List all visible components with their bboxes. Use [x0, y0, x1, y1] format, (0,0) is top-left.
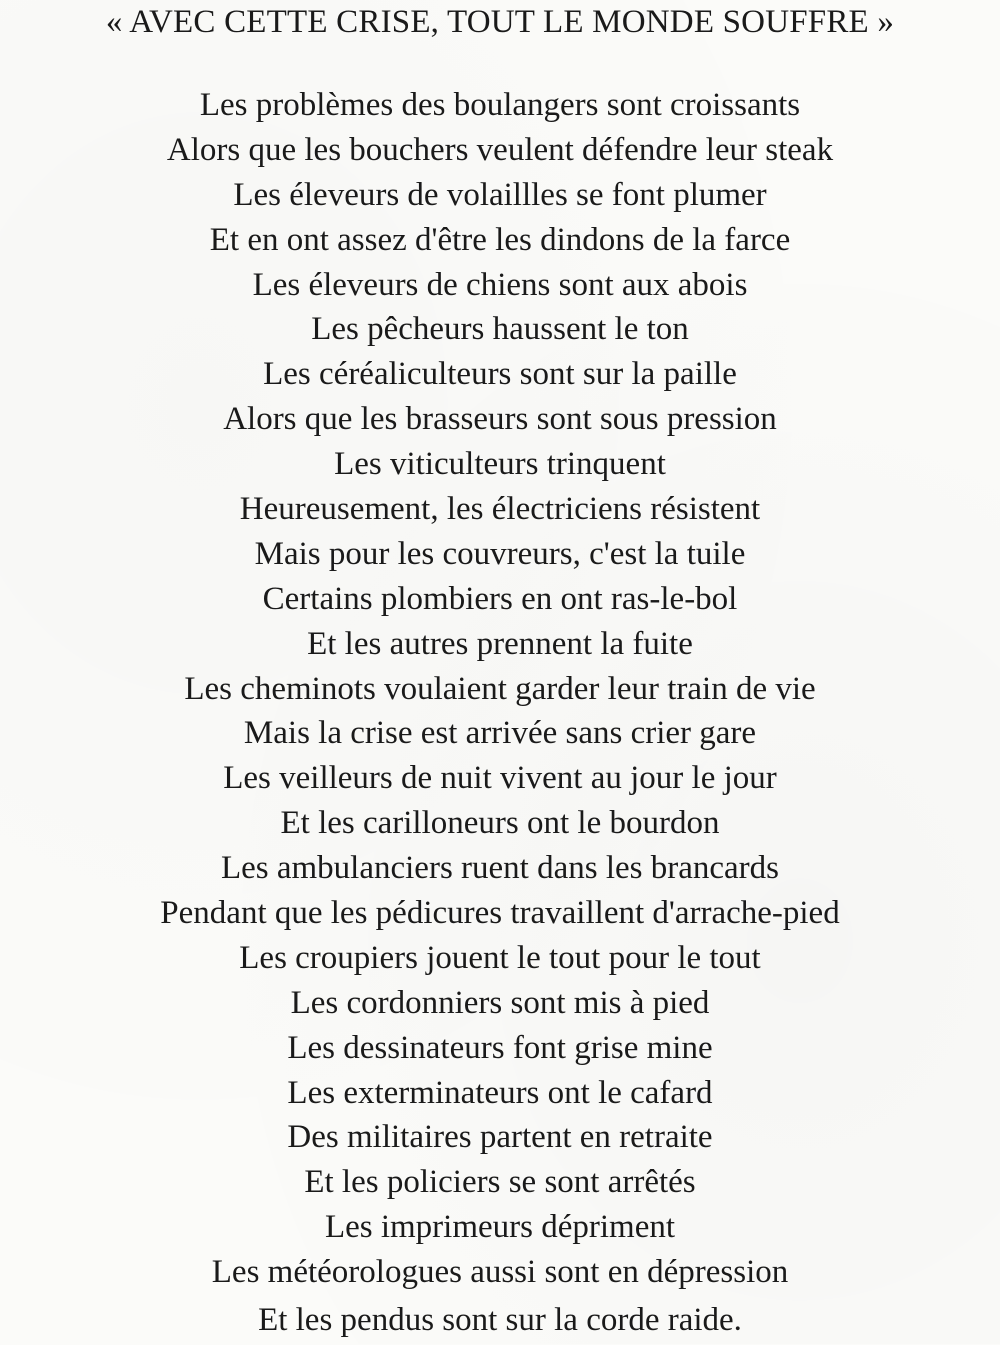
poem-line: Alors que les brasseurs sont sous pression	[223, 401, 777, 438]
poem-body	[0, 83, 1000, 1340]
poem-line: Les céréaliculteurs sont sur la paille	[263, 356, 737, 393]
poem-line: Et les carilloneurs ont le bourdon	[280, 805, 720, 842]
poem-line: Les dessinateurs font grise mine	[287, 1029, 713, 1066]
poem-line: Les croupiers jouent le tout pour le tout	[239, 939, 761, 976]
poem-line: Et les autres prennent la fuite	[307, 625, 693, 662]
poem-line: Les cheminots voulaient garder leur train de vie	[184, 670, 816, 707]
poem-title: « AVEC CETTE CRISE, TOUT LE MONDE SOUFFRE »	[105, 4, 895, 40]
poem-line: Heureusement, les électriciens résistent	[239, 491, 761, 528]
poem-line: Les viticulteurs trinquent	[334, 446, 666, 483]
poem-line: Les pêcheurs haussent le ton	[311, 311, 689, 348]
poem-line: Les météorologues aussi sont en dépression	[211, 1254, 789, 1291]
poem-line: Certains plombiers en ont ras-le-bol	[262, 580, 738, 617]
poem-line: Les cordonniers sont mis à pied	[290, 984, 710, 1021]
poem-line: Les imprimeurs dépriment	[324, 1209, 676, 1246]
poem-line: Des militaires partent en retraite	[287, 1119, 713, 1156]
poem-line: Mais pour les couvreurs, c'est la tuile	[254, 535, 746, 572]
poem-line: Et en ont assez d'être les dindons de la farce	[209, 221, 791, 258]
poem-line: Alors que les bouchers veulent défendre leur steak	[166, 131, 834, 168]
poem-line: Les problèmes des boulangers sont croissants	[199, 87, 801, 123]
poem-line: Et les pendus sont sur la corde raide.	[258, 1302, 742, 1339]
poem-line: Les éleveurs de volaillles se font plumer	[233, 176, 767, 213]
poem-line: Les ambulanciers ruent dans les brancards	[220, 850, 780, 887]
poem-line: Pendant que les pédicures travaillent d'arrache-pied	[160, 895, 840, 932]
poem-line: Mais la crise est arrivée sans crier gare	[243, 715, 757, 752]
poem-line: Les veilleurs de nuit vivent au jour le jour	[223, 760, 777, 797]
poem-line: Les exterminateurs ont le cafard	[287, 1074, 713, 1111]
poem-line: Et les policiers se sont arrêtés	[304, 1164, 696, 1201]
poem-line: Les éleveurs de chiens sont aux abois	[252, 266, 748, 303]
